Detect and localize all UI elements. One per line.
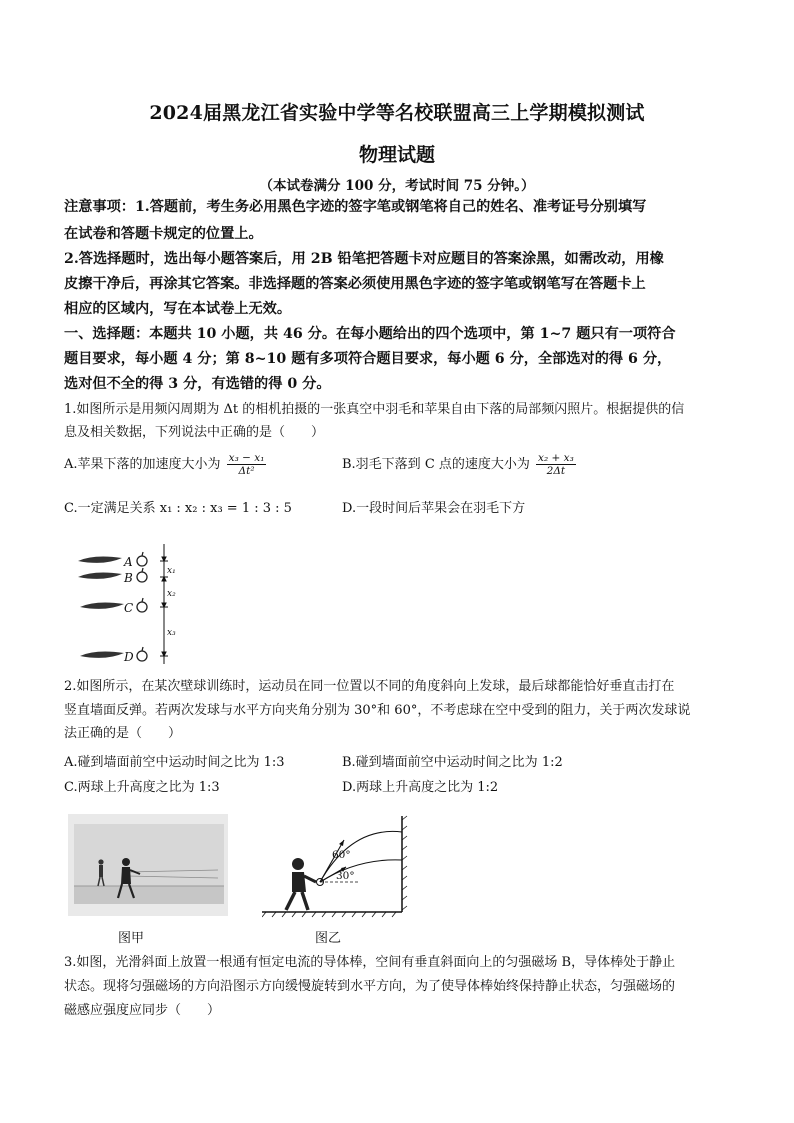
q1-option-b bbox=[342, 452, 576, 477]
q2-stem-1: 2.如图所示，在某次壁球训练时，运动员在同一位置以不同的角度斜向上发球，最后球都能恰好垂直击打在 bbox=[64, 679, 675, 694]
notes-line-1: 注意事项：1.答题前，考生务必用黑色字迹的签字笔或钢笔将自己的姓名、准考证号分别填写 bbox=[64, 199, 647, 215]
q1-stem-1: 1.如图所示是用频闪周期为 Δt 的相机拍摄的一张真空中羽毛和苹果自由下落的局部频闪照片。根据提供的信 bbox=[64, 402, 685, 417]
exam-title: 2024届黑龙江省实验中学等名校联盟高三上学期模拟测试 bbox=[149, 102, 645, 124]
q2-figure-1-caption: 图甲 bbox=[118, 931, 145, 946]
q1-option-a-text: A.苹果下落的加速度大小为 bbox=[64, 457, 221, 472]
section-line-1: 一、选择题：本题共 10 小题，共 46 分。在每小题给出的四个选项中，第 1~7 题只有一项符合 bbox=[64, 326, 676, 342]
distance-markers bbox=[160, 544, 168, 664]
fig-label-c: C bbox=[124, 601, 134, 615]
apple-icon-a bbox=[137, 556, 147, 566]
q2-figure-2-caption: 图乙 bbox=[315, 931, 342, 946]
q1-stem-2: 息及相关数据，下列说法中正确的是（ ） bbox=[64, 425, 325, 440]
fig-label-b: B bbox=[124, 571, 133, 585]
q2-option-a: A.碰到墙面前空中运动时间之比为 1:3 bbox=[64, 755, 285, 770]
notes-line-3: 2.答选择题时，选出每小题答案后，用 2B 铅笔把答题卡对应题目的答案涂黑，如需改动，用橡 bbox=[64, 251, 664, 267]
feather-icons bbox=[78, 557, 124, 658]
fig-x1: x₁ bbox=[167, 566, 176, 576]
angle-30-label: 30° bbox=[336, 870, 355, 882]
q3-stem-2: 状态。现将匀强磁场的方向沿图示方向缓慢旋转到水平方向，为了使导体棒始终保持静止状态，匀强磁场的 bbox=[64, 979, 676, 994]
q2-stem-2: 竖直墙面反弹。若两次发球与水平方向夹角分别为 30°和 60°，不考虑球在空中受到的阻力，关于两次发球说 bbox=[64, 703, 691, 718]
q1-option-b-fraction bbox=[536, 452, 576, 477]
feather-icon-d bbox=[80, 652, 124, 658]
apple-icon-b bbox=[137, 572, 147, 582]
feather-icon-b bbox=[78, 573, 122, 579]
section-line-3: 选对但不全的得 3 分，有选错的得 0 分。 bbox=[64, 376, 331, 392]
feather-icon-c bbox=[80, 603, 124, 609]
q1-option-a-fraction bbox=[227, 452, 267, 477]
exam-meta: （本试卷满分 100 分，考试时间 75 分钟。） bbox=[259, 178, 535, 194]
section-line-2: 题目要求，每小题 4 分；第 8~10 题有多项符合题目要求，每小题 6 分，全部选对的得 6 分， bbox=[64, 351, 672, 367]
apple-icon-c bbox=[137, 602, 147, 612]
fig-x2: x₂ bbox=[167, 589, 176, 599]
feather-icon-a bbox=[78, 557, 122, 563]
q1-option-c: C.一定满足关系 x₁ : x₂ : x₃ = 1 : 3 : 5 bbox=[64, 501, 292, 516]
q1-option-d: D.一段时间后苹果会在羽毛下方 bbox=[342, 501, 526, 516]
q1-option-a-numerator: x₃ − x₁ bbox=[228, 452, 265, 464]
q3-stem-3: 磁感应强度应同步（ ） bbox=[64, 1003, 221, 1018]
player-silhouette-icon bbox=[286, 858, 316, 910]
q1-option-b-text: B.羽毛下落到 C 点的速度大小为 bbox=[342, 457, 530, 472]
q2-option-d: D.两球上升高度之比为 1:2 bbox=[342, 780, 499, 795]
q2-diagram-figure bbox=[262, 812, 422, 918]
angle-60-label: 60° bbox=[332, 849, 351, 861]
q2-option-b: B.碰到墙面前空中运动时间之比为 1:2 bbox=[342, 755, 563, 770]
q2-photo-figure bbox=[68, 814, 228, 916]
apple-icons bbox=[137, 552, 147, 661]
notes-line-5: 相应的区域内，写在本试卷上无效。 bbox=[64, 301, 292, 317]
notes-line-4: 皮擦干净后，再涂其它答案。非选择题的答案必须使用黑色字迹的签字笔或钢笔写在答题卡上 bbox=[64, 276, 646, 292]
fig-label-d: D bbox=[124, 650, 134, 664]
notes-line-2: 在试卷和答题卡规定的位置上。 bbox=[64, 226, 263, 242]
q2-stem-3: 法正确的是（ ） bbox=[64, 726, 182, 741]
apple-icon-d bbox=[137, 651, 147, 661]
fig-label-a: A bbox=[124, 555, 133, 569]
q2-option-c: C.两球上升高度之比为 1:3 bbox=[64, 780, 220, 795]
q3-stem-1: 3.如图，光滑斜面上放置一根通有恒定电流的导体棒，空间有垂直斜面向上的匀强磁场 B，导体棒处于静止 bbox=[64, 955, 676, 970]
q1-option-b-numerator: x₂ + x₃ bbox=[538, 452, 574, 464]
fig-x3: x₃ bbox=[167, 628, 176, 638]
q1-option-a-denominator: Δt² bbox=[238, 465, 255, 477]
subject-title: 物理试题 bbox=[358, 144, 435, 166]
q1-strobe-figure bbox=[74, 540, 194, 668]
q1-option-a bbox=[64, 452, 266, 477]
q1-option-b-denominator: 2Δt bbox=[546, 465, 566, 477]
